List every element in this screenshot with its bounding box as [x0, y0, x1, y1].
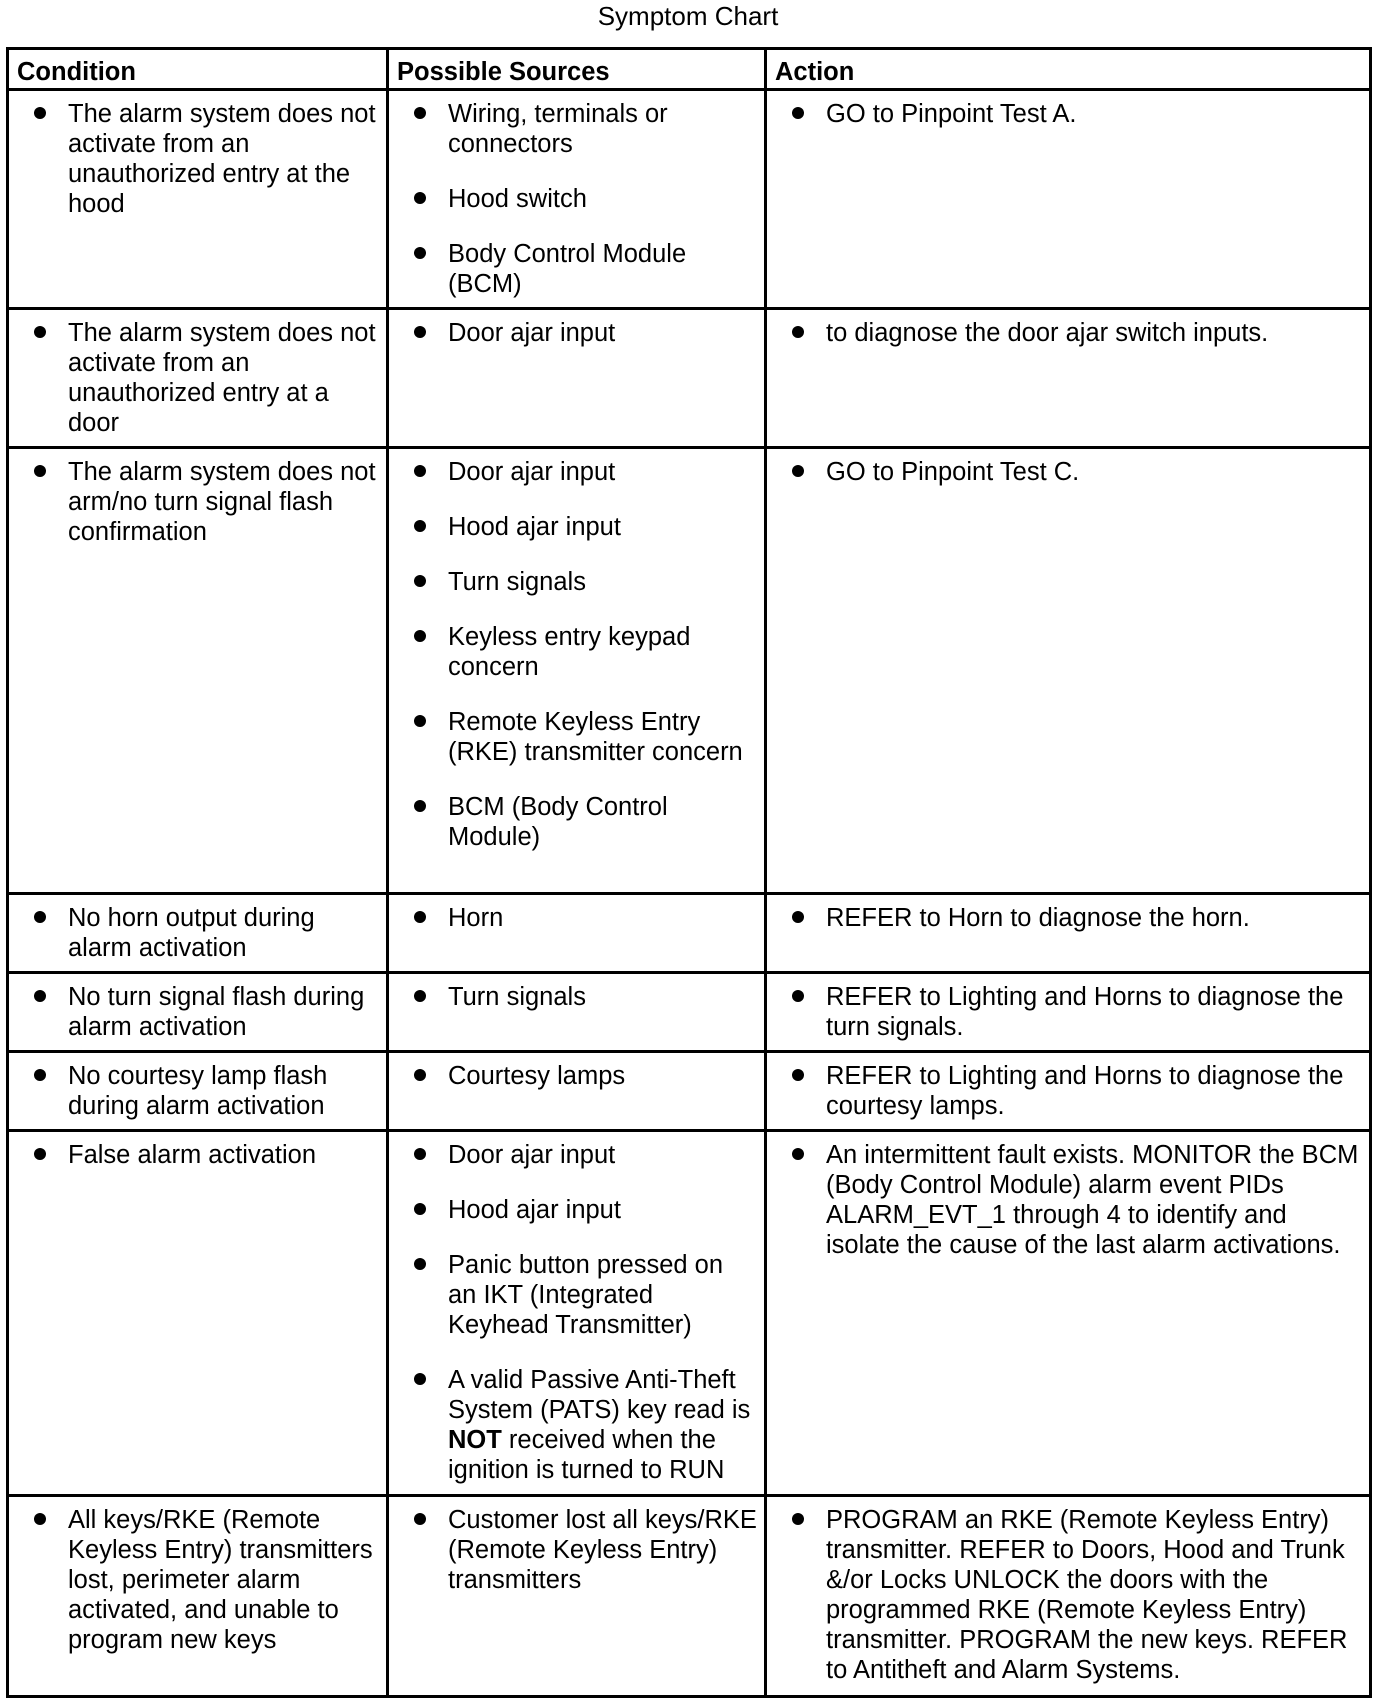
bullet-icon	[414, 800, 426, 812]
source-text: Keyless entry keypad concern	[448, 623, 691, 681]
source-text: Door ajar input	[448, 319, 616, 347]
bullet-icon	[414, 1513, 426, 1525]
condition-text: The alarm system does not activate from an unauthorized entry at a door	[68, 319, 376, 437]
source-text: Hood switch	[448, 185, 587, 213]
bullet-icon	[792, 465, 804, 477]
source-text-pats	[448, 1366, 750, 1484]
bullet-icon	[414, 1069, 426, 1081]
condition-text: No turn signal flash during alarm activation	[68, 983, 365, 1041]
action-text: An intermittent fault exists. MONITOR the BCM (Body Control Module) alarm event PIDs ALARM_EVT_1 through 4 to identify and isolate the cause of the last alarm activations.	[826, 1141, 1359, 1259]
bullet-icon	[414, 575, 426, 587]
bullet-icon	[34, 990, 46, 1002]
bullet-icon	[34, 1069, 46, 1081]
list-item	[789, 99, 1363, 129]
list-item	[31, 903, 380, 963]
source-text: Remote Keyless Entry (RKE) transmitter concern	[448, 708, 743, 766]
bullet-icon	[414, 107, 426, 119]
source-text: Wiring, terminals or connectors	[448, 100, 668, 158]
action-cell	[766, 90, 1371, 309]
list-item	[31, 982, 380, 1042]
list-item	[789, 457, 1363, 487]
list-item	[411, 1505, 758, 1595]
list-item	[31, 318, 380, 438]
list-item	[411, 239, 758, 299]
action-cell	[766, 1496, 1371, 1697]
condition-text: All keys/RKE (Remote Keyless Entry) transmitters lost, perimeter alarm activated, and unable to program new keys	[68, 1506, 373, 1654]
list-item	[789, 1061, 1363, 1121]
condition-cell	[8, 90, 388, 309]
condition-text: No horn output during alarm activation	[68, 904, 315, 962]
bullet-icon	[792, 107, 804, 119]
list-item	[411, 1061, 758, 1091]
action-text: to diagnose the door ajar switch inputs.	[826, 319, 1269, 347]
page-title: Symptom Chart	[597, 1, 779, 31]
condition-cell	[8, 1496, 388, 1697]
list-item	[411, 318, 758, 348]
sources-cell	[388, 973, 766, 1052]
bullet-icon	[34, 1148, 46, 1160]
action-text: REFER to Lighting and Horns to diagnose the courtesy lamps.	[826, 1062, 1344, 1120]
list-item	[789, 982, 1363, 1042]
table-row	[8, 90, 1371, 309]
list-item	[411, 1195, 758, 1225]
source-text: Panic button pressed on an IKT (Integrated Keyhead Transmitter)	[448, 1251, 724, 1339]
bullet-icon	[34, 465, 46, 477]
action-cell	[766, 894, 1371, 973]
list-item	[411, 512, 758, 542]
bullet-icon	[34, 911, 46, 923]
action-text: REFER to Horn to diagnose the horn.	[826, 904, 1250, 932]
table-row	[8, 1496, 1371, 1697]
action-text: REFER to Lighting and Horns to diagnose the turn signals.	[826, 983, 1344, 1041]
list-item	[31, 99, 380, 219]
bullet-icon	[792, 326, 804, 338]
bullet-icon	[414, 1373, 426, 1385]
list-item	[411, 567, 758, 597]
table-row	[8, 1131, 1371, 1496]
bullet-icon	[414, 192, 426, 204]
list-item	[411, 792, 758, 852]
bullet-icon	[34, 1513, 46, 1525]
bullet-icon	[414, 247, 426, 259]
source-text: Turn signals	[448, 568, 586, 596]
bullet-icon	[414, 1203, 426, 1215]
header-action: Action	[766, 49, 1371, 90]
bullet-icon	[414, 520, 426, 532]
source-text: Customer lost all keys/RKE (Remote Keyless Entry) transmitters	[448, 1506, 757, 1594]
header-possible-sources: Possible Sources	[388, 49, 766, 90]
list-item	[411, 707, 758, 767]
list-item	[789, 318, 1363, 348]
list-item	[789, 903, 1363, 933]
table-row	[8, 448, 1371, 894]
action-cell	[766, 448, 1371, 894]
list-item	[789, 1505, 1363, 1685]
bullet-icon	[34, 326, 46, 338]
table-row	[8, 309, 1371, 448]
list-item	[411, 1250, 758, 1340]
bullet-icon	[414, 990, 426, 1002]
list-item	[411, 99, 758, 159]
bullet-icon	[792, 1513, 804, 1525]
source-text: Body Control Module (BCM)	[448, 240, 687, 298]
list-item	[31, 1061, 380, 1121]
bullet-icon	[414, 715, 426, 727]
symptom-chart-table	[6, 47, 1372, 1698]
table-row	[8, 1052, 1371, 1131]
pats-text-after: received when the ignition is turned to RUN	[448, 1426, 725, 1484]
action-cell	[766, 309, 1371, 448]
bullet-icon	[414, 326, 426, 338]
condition-cell	[8, 894, 388, 973]
sources-cell	[388, 1131, 766, 1496]
action-text: GO to Pinpoint Test A.	[826, 100, 1077, 128]
action-cell	[766, 1131, 1371, 1496]
bullet-icon	[34, 107, 46, 119]
condition-text: False alarm activation	[68, 1141, 317, 1169]
bullet-icon	[414, 465, 426, 477]
bullet-icon	[792, 911, 804, 923]
header-row	[8, 49, 1371, 90]
bullet-icon	[414, 630, 426, 642]
condition-cell	[8, 309, 388, 448]
header-condition: Condition	[8, 49, 388, 90]
action-cell	[766, 973, 1371, 1052]
list-item	[31, 457, 380, 547]
list-item	[411, 903, 758, 933]
sources-cell	[388, 1496, 766, 1697]
list-item	[31, 1140, 380, 1170]
sources-cell	[388, 448, 766, 894]
table-row	[8, 894, 1371, 973]
action-text: GO to Pinpoint Test C.	[826, 458, 1080, 486]
action-text: PROGRAM an RKE (Remote Keyless Entry) transmitter. REFER to Doors, Hood and Trunk &/or Locks UNLOCK the doors with the programmed RKE (Remote Keyless Entry) transmitter. PROGRAM the new keys. REFER to Antitheft and Alarm Systems.	[826, 1506, 1348, 1684]
list-item	[411, 622, 758, 682]
bullet-icon	[414, 911, 426, 923]
list-item	[31, 1505, 380, 1655]
bullet-icon	[792, 1148, 804, 1160]
bullet-icon	[792, 1069, 804, 1081]
list-item	[411, 457, 758, 487]
source-text: Door ajar input	[448, 458, 616, 486]
bullet-icon	[414, 1148, 426, 1160]
bullet-icon	[792, 990, 804, 1002]
list-item	[411, 1365, 758, 1485]
condition-cell	[8, 1131, 388, 1496]
condition-cell	[8, 1052, 388, 1131]
source-text: Courtesy lamps	[448, 1062, 626, 1090]
sources-cell	[388, 90, 766, 309]
source-text: Hood ajar input	[448, 1196, 621, 1224]
condition-cell	[8, 448, 388, 894]
condition-text: The alarm system does not arm/no turn signal flash confirmation	[68, 458, 376, 546]
bullet-icon	[414, 1258, 426, 1270]
action-cell	[766, 1052, 1371, 1131]
source-text: Hood ajar input	[448, 513, 621, 541]
source-text: Horn	[448, 904, 504, 932]
list-item	[411, 184, 758, 214]
pats-text-before: A valid Passive Anti-Theft System (PATS) key read is	[448, 1366, 751, 1424]
pats-text-bold: NOT	[448, 1426, 502, 1454]
list-item	[789, 1140, 1363, 1260]
condition-text: The alarm system does not activate from an unauthorized entry at the hood	[68, 100, 376, 218]
sources-cell	[388, 894, 766, 973]
sources-cell	[388, 309, 766, 448]
condition-cell	[8, 973, 388, 1052]
condition-text: No courtesy lamp flash during alarm activation	[68, 1062, 328, 1120]
source-text: BCM (Body Control Module)	[448, 793, 668, 851]
list-item	[411, 982, 758, 1012]
table-row	[8, 973, 1371, 1052]
source-text: Turn signals	[448, 983, 586, 1011]
list-item	[411, 1140, 758, 1170]
source-text: Door ajar input	[448, 1141, 616, 1169]
sources-cell	[388, 1052, 766, 1131]
